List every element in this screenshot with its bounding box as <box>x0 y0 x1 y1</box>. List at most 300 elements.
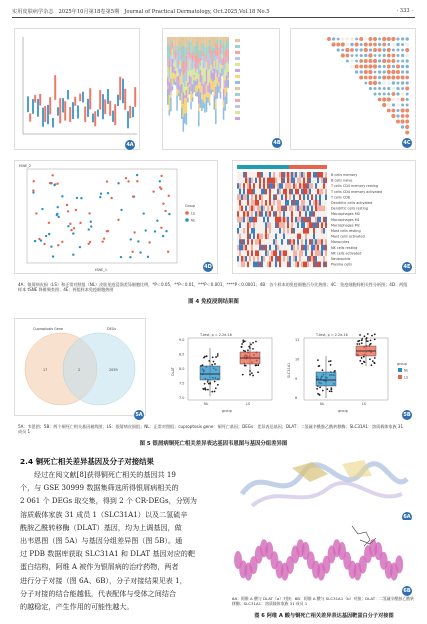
heat-cell <box>190 53 192 58</box>
heat-cell <box>277 183 279 189</box>
box-mark <box>82 92 84 103</box>
jitter-point <box>374 357 376 359</box>
heat-cell <box>176 68 178 76</box>
heat-cell <box>253 262 255 268</box>
tsne-point <box>90 221 92 223</box>
heat-cell <box>263 228 265 234</box>
heat-cell <box>303 183 305 189</box>
heat-cell <box>261 228 263 234</box>
heat-cell <box>214 95 216 109</box>
heat-cell <box>275 178 277 184</box>
figure-6-caption: 6A：阿维 A 酸与 DLAT（a）对接；6B：阿维 A 酸与 SLC31A1（b）对接；DLAT：二氢硫辛酰胺乙酰转移酶；SLC31A1：溶质载体家族 31 成员 1 <box>232 596 415 606</box>
heat-cell <box>223 37 225 43</box>
paragraph-line: 进行分子对接（图 6A、6B），分子对接结果见表 1， <box>20 575 187 585</box>
heat-cell <box>267 239 269 245</box>
heat-cell <box>179 42 181 48</box>
heat-cell <box>323 234 325 240</box>
heat-cell <box>277 234 279 240</box>
heat-cell <box>325 239 327 245</box>
box-mark <box>39 94 41 106</box>
legend-nl: NL <box>404 368 409 373</box>
heat-cell <box>193 77 195 80</box>
heat-cell <box>184 47 186 63</box>
heat-cell <box>275 234 277 240</box>
heat-cell <box>295 234 297 240</box>
heat-cell <box>245 228 247 234</box>
heat-cell <box>184 98 186 114</box>
corr-cell <box>406 98 409 101</box>
heat-cell <box>319 228 321 234</box>
heat-cell <box>313 262 315 268</box>
corr-cell <box>405 43 409 47</box>
heat-cell <box>269 200 271 206</box>
heat-cell <box>223 65 225 74</box>
heat-cell <box>325 262 327 268</box>
heat-cell <box>301 211 303 217</box>
heat-cell <box>201 99 203 111</box>
heat-cell <box>173 37 175 46</box>
tsne-point <box>139 251 141 253</box>
heat-cell <box>253 256 255 262</box>
heat-cell <box>311 228 313 234</box>
heat-cell <box>277 178 279 184</box>
corr-cell <box>392 43 396 47</box>
heat-cell <box>193 37 195 46</box>
heat-cell <box>215 109 217 124</box>
heat-cell <box>277 194 279 200</box>
corr-cell <box>355 70 358 73</box>
heat-cell <box>325 206 327 212</box>
jitter-point <box>212 357 214 359</box>
heat-cell <box>267 206 269 212</box>
jitter-point <box>365 338 367 340</box>
heat-row-label: NK cells activated <box>331 251 362 256</box>
heat-cell <box>323 183 325 189</box>
heat-cell <box>175 74 177 82</box>
heat-cell <box>279 262 281 268</box>
heat-cell <box>291 245 293 251</box>
heat-cell <box>269 239 271 245</box>
heat-cell <box>261 222 263 228</box>
corr-cell <box>332 37 335 40</box>
heat-cell <box>301 262 303 268</box>
heat-cell <box>315 183 317 189</box>
heat-cell <box>195 93 197 95</box>
jitter-point <box>204 387 206 389</box>
heat-cell <box>275 206 277 212</box>
figure-5b-box-slc31a1-panel <box>286 330 396 414</box>
heat-cell <box>313 222 315 228</box>
heat-cell <box>267 172 269 178</box>
heat-cell <box>179 37 181 42</box>
corr-cell <box>341 42 345 46</box>
heat-cell <box>237 222 239 228</box>
heat-cell <box>281 178 283 184</box>
corr-cell <box>374 54 377 57</box>
heat-cell <box>245 222 247 228</box>
heat-cell <box>301 250 303 256</box>
tsne-point <box>66 204 68 206</box>
heat-cell <box>223 107 225 119</box>
heat-cell <box>193 80 195 92</box>
heat-cell <box>265 178 267 184</box>
heat-cell <box>291 211 293 217</box>
corr-cell <box>345 48 349 52</box>
tsne-point <box>79 222 81 224</box>
heat-cell <box>319 250 321 256</box>
heat-cell <box>203 69 205 84</box>
heat-cell <box>251 222 253 228</box>
jitter-point <box>370 364 372 366</box>
corr-cell <box>396 109 399 112</box>
corr-cell <box>387 54 391 58</box>
heat-cell <box>307 262 309 268</box>
heat-cell <box>176 89 178 96</box>
box-mark <box>97 110 99 117</box>
corr-cell <box>396 37 399 40</box>
heat-cell <box>169 45 171 59</box>
heat-cell <box>267 211 269 217</box>
heat-cell <box>217 70 219 77</box>
heat-cell <box>257 206 259 212</box>
corr-cell <box>401 114 405 118</box>
heat-cell <box>295 262 297 268</box>
jitter-point <box>217 353 219 355</box>
tsne-point <box>67 210 69 212</box>
heat-cell <box>215 37 217 41</box>
heat-cell <box>293 239 295 245</box>
corr-cell <box>406 70 409 73</box>
heat-cell <box>189 51 191 57</box>
jitter-point <box>207 389 209 391</box>
tsne-point <box>41 208 43 210</box>
heat-cell <box>287 194 289 200</box>
heat-cell <box>259 200 261 206</box>
figure-4c-correlation-panel <box>290 28 416 150</box>
heat-cell <box>221 37 223 40</box>
box-mark <box>92 114 94 123</box>
box-dlat-ylabel: DLAT <box>171 367 175 376</box>
heat-cell <box>249 194 251 200</box>
heat-cell <box>200 92 202 108</box>
heat-cell <box>265 222 267 228</box>
heat-cell <box>315 206 317 212</box>
heat-cell <box>269 194 271 200</box>
heat-cell <box>261 239 263 245</box>
heat-cell <box>277 189 279 195</box>
box-mark <box>72 102 74 119</box>
tsne-point <box>142 212 144 214</box>
heat-cell <box>269 183 271 189</box>
heat-cell <box>289 250 291 256</box>
heat-cell <box>291 234 293 240</box>
heat-cell <box>305 211 307 217</box>
heat-cell <box>193 59 195 68</box>
jitter-point <box>203 357 205 359</box>
heat-cell <box>204 103 206 112</box>
heat-cell <box>190 91 192 101</box>
heat-cell <box>251 211 253 217</box>
heat-cell <box>283 189 285 195</box>
heat-cell <box>293 250 295 256</box>
heat-cell <box>257 194 259 200</box>
heat-cell <box>273 245 275 251</box>
badge-4b: 4B <box>273 140 281 146</box>
heat-cell <box>223 57 225 65</box>
heat-cell <box>255 245 257 251</box>
heat-cell <box>247 250 249 256</box>
box-mark <box>89 88 91 109</box>
corr-cell <box>345 54 349 58</box>
heat-cell <box>299 256 301 262</box>
heat-cell <box>299 222 301 228</box>
heat-cell <box>172 41 174 44</box>
heat-cell <box>279 250 281 256</box>
corr-cell <box>397 60 400 63</box>
corr-cell <box>327 37 331 41</box>
heat-cell <box>183 92 185 104</box>
heat-cell <box>289 178 291 184</box>
heat-cell <box>279 234 281 240</box>
heat-cell <box>251 245 253 251</box>
heat-cell <box>187 83 189 87</box>
heat-cell <box>173 55 175 64</box>
heat-cell <box>247 217 249 223</box>
heat-cell <box>319 245 321 251</box>
heat-cell <box>253 206 255 212</box>
corr-cell <box>346 37 350 41</box>
heat-cell <box>275 250 277 256</box>
heat-cell <box>243 239 245 245</box>
heat-cell <box>223 100 225 107</box>
heat-cell <box>227 40 229 48</box>
heat-cell <box>277 211 279 217</box>
heat-cell <box>257 189 259 195</box>
heat-cell <box>289 200 291 206</box>
heat-cell <box>210 37 212 45</box>
heat-cell <box>315 234 317 240</box>
heat-cell <box>186 113 188 125</box>
heat-cell <box>267 228 269 234</box>
heat-row-label: Macrophages M0 <box>331 212 360 217</box>
jitter-point <box>211 364 213 366</box>
jitter-point <box>214 381 216 383</box>
heat-cell <box>243 189 245 195</box>
heat-cell <box>297 239 299 245</box>
heat-cell <box>269 217 271 223</box>
heat-cell <box>259 228 261 234</box>
figure-4-caption: 4A：银屑病皮损（LS）和正常对照组（NL）皮肤免疫浸润差异细胞比例，*P＜0.05，**P＜0.01，***P＜0.001，****P＜0.0001；4B：各个样本的免疫细胞百分比热图；4C：免疫细胞间相关性分析图；4D：两组样本 tSNE 降维聚类图；4E：两组样本免疫细胞热图 <box>18 282 408 293</box>
heat-cell <box>287 245 289 251</box>
heat-row-label: T cells CD4 memory resting <box>331 184 379 189</box>
heat-cell <box>271 178 273 184</box>
heat-cell <box>251 256 253 262</box>
legend-title: group <box>397 362 407 366</box>
heat-cell <box>315 256 317 262</box>
heat-cell <box>251 239 253 245</box>
heat-cell <box>303 217 305 223</box>
heat-cell <box>299 239 301 245</box>
box-mark <box>99 90 101 110</box>
heat-cell <box>243 211 245 217</box>
paragraph-line: 出韦恩图（图 5A）与基因分组差异图（图 5B）。通 <box>20 536 183 546</box>
jitter-point <box>317 393 319 395</box>
heat-cell <box>192 84 194 94</box>
heat-cell <box>273 172 275 178</box>
heat-cell <box>273 211 275 217</box>
corr-cell <box>373 48 377 52</box>
jitter-point <box>316 388 318 390</box>
heat-cell <box>261 194 263 200</box>
heat-cell <box>261 245 263 251</box>
figure-5b-legend <box>396 360 418 386</box>
heat-cell <box>285 189 287 195</box>
corr-cell <box>396 119 400 123</box>
box-mark <box>47 105 49 124</box>
tsne-legend-nl: NL <box>191 218 196 223</box>
heat-cell <box>295 172 297 178</box>
heat-cell <box>305 194 307 200</box>
corr-cell <box>360 48 363 51</box>
heat-cell <box>281 194 283 200</box>
heat-cell <box>263 183 265 189</box>
heat-cell <box>215 73 217 87</box>
tsne-point <box>160 227 162 229</box>
corr-cell <box>374 71 377 74</box>
heat-cell <box>269 228 271 234</box>
heat-cell <box>259 250 261 256</box>
heat-cell <box>245 189 247 195</box>
heat-cell <box>249 172 251 178</box>
heat-cell <box>251 200 253 206</box>
heat-cell <box>279 217 281 223</box>
heat-cell <box>305 172 307 178</box>
box-mark <box>122 79 124 104</box>
heat-cell <box>247 172 249 178</box>
heat-cell <box>275 228 277 234</box>
heat-cell <box>297 178 299 184</box>
issue-cn: 2025年10月第18卷第5期 <box>58 9 120 15</box>
heat-cell <box>207 85 209 92</box>
heat-cell <box>218 86 220 93</box>
heat-cell <box>261 178 263 184</box>
corr-cell <box>401 37 404 40</box>
heat-cell <box>293 178 295 184</box>
heat-cell <box>215 99 217 109</box>
heat-cell <box>281 256 283 262</box>
heat-cell <box>257 256 259 262</box>
corr-cell <box>382 59 386 63</box>
tsne-point <box>38 238 40 240</box>
tsne-point <box>101 240 103 242</box>
tsne-point <box>69 223 71 225</box>
heat-cell <box>261 262 263 268</box>
box-slc-group-nl: NL <box>320 402 325 406</box>
corr-cell <box>373 37 377 41</box>
heat-cell <box>273 256 275 262</box>
heat-cell <box>291 183 293 189</box>
heat-cell <box>186 56 188 69</box>
figure-5a-venn-panel <box>14 318 146 416</box>
tsne-point <box>103 237 105 239</box>
corr-cell <box>355 64 359 68</box>
jitter-point <box>359 343 361 345</box>
heat-cell <box>321 239 323 245</box>
heat-cell <box>305 200 307 206</box>
heat-cell <box>201 37 203 43</box>
heat-cell <box>293 262 295 268</box>
corr-cell <box>387 43 390 46</box>
heat-cell <box>309 194 311 200</box>
heat-cell <box>257 234 259 240</box>
heat-cell <box>325 183 327 189</box>
venn-right-circle <box>63 333 135 405</box>
heat-cell <box>287 217 289 223</box>
heat-cell <box>210 70 212 79</box>
heat-cell <box>293 183 295 189</box>
heat-cell <box>245 194 247 200</box>
heat-cell <box>170 98 172 112</box>
heat-cell <box>293 234 295 240</box>
heat-cell <box>297 217 299 223</box>
heat-cell <box>295 200 297 206</box>
heat-cell <box>239 262 241 268</box>
legend-nl-swatch <box>398 368 402 372</box>
heat-cell <box>313 200 315 206</box>
heat-cell <box>295 217 297 223</box>
corr-cell <box>382 75 386 79</box>
heat-cell <box>301 172 303 178</box>
heat-cell <box>305 222 307 228</box>
heat-cell <box>253 178 255 184</box>
heat-cell <box>237 217 239 223</box>
heat-cell <box>281 211 283 217</box>
box-mark <box>114 104 116 125</box>
jitter-point <box>255 364 257 366</box>
heat-cell <box>187 87 189 98</box>
heat-cell <box>245 234 247 240</box>
tsne-point <box>79 246 81 248</box>
heat-cell <box>259 234 261 240</box>
heat-cell <box>253 189 255 195</box>
box-mark <box>42 108 44 127</box>
heat-cell <box>243 178 245 184</box>
heat-cell <box>226 49 228 57</box>
heat-row-label: Dendritic cells activated <box>331 201 373 205</box>
heat-cell <box>285 228 287 234</box>
heat-cell <box>220 54 222 63</box>
heat-cell <box>313 245 315 251</box>
section-heading: 2.4 铜死亡相关差异基因及分子对接结果 <box>20 457 154 466</box>
heat-cell <box>279 239 281 245</box>
figure-4d-tsne-panel <box>14 160 218 274</box>
heat-cell <box>289 256 291 262</box>
heat-cell <box>221 68 223 76</box>
heat-cell <box>295 194 297 200</box>
corr-cell <box>392 49 395 52</box>
heat-cell <box>220 40 222 46</box>
legend-swatch <box>235 111 240 114</box>
heat-cell <box>183 117 185 132</box>
heat-cell <box>279 200 281 206</box>
heat-cell <box>263 234 265 240</box>
heat-cell <box>281 250 283 256</box>
heat-cell <box>259 217 261 223</box>
heat-cell <box>201 56 203 60</box>
jitter-point <box>252 375 254 377</box>
legend-swatch <box>235 51 240 54</box>
corr-cell <box>387 87 390 90</box>
